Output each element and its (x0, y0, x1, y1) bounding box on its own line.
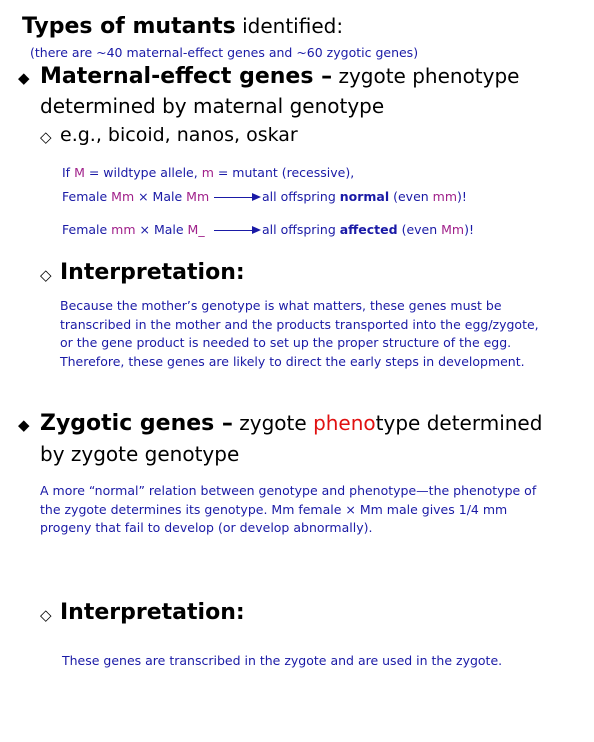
cross2-female: Female (62, 222, 112, 237)
maternal-interpretation-heading: Interpretation: (60, 260, 245, 285)
zygotic-line: the zygote determines its genotype. Mm female × Mm male gives 1/4 mm (40, 501, 508, 517)
page-subtitle: (there are ~40 maternal-effect genes and ~60 zygotic genes) (30, 45, 419, 60)
maternal-heading-bold: Maternal-effect genes – (40, 64, 333, 89)
def-text-3: = mutant (recessive), (213, 165, 355, 180)
cross1-female: Female (62, 189, 112, 204)
cross2-even: (even (397, 222, 442, 237)
cross1-emph: normal (339, 189, 390, 204)
cross1-end: )! (457, 189, 467, 204)
title-rest: identified: (235, 14, 344, 38)
zygotic-interpretation-heading: Interpretation: (60, 600, 245, 625)
cross1-genotype-offspring: mm (432, 189, 458, 204)
cross2-genotype-female: mm (111, 222, 136, 237)
cross2-left (62, 221, 205, 240)
interp-line: or the gene product is needed to set up the proper structure of the egg. (60, 335, 512, 350)
def-text-2: = wildtype allele, (84, 165, 202, 180)
cross2-result (262, 221, 474, 240)
def-text-1: If (62, 165, 75, 180)
cross1-genotype-male: Mm (186, 189, 210, 204)
diamond-icon: ◇ (40, 606, 52, 624)
zygotic-heading-bold: Zygotic genes – (40, 411, 233, 436)
maternal-heading (40, 64, 520, 89)
cross2-arrow (214, 230, 254, 231)
cross2-emph: affected (339, 222, 398, 237)
zygotic-heading-post: type determined (375, 411, 543, 435)
zygotic-heading-pre: zygote (232, 411, 314, 435)
allele-definition (62, 164, 354, 183)
cross1-even: (even (389, 189, 433, 204)
page-title (22, 14, 343, 39)
cross1-left (62, 188, 209, 207)
zygotic-heading (40, 411, 542, 436)
bullet-icon: ◆ (18, 69, 30, 87)
cross1-male: × Male (134, 189, 187, 204)
zygotic-heading-red: pheno (313, 411, 376, 435)
interp-line: Because the mother’s genotype is what matters, these genes must be (60, 298, 502, 313)
def-allele-m: m (201, 165, 214, 180)
zygotic-body (40, 482, 536, 538)
diamond-icon: ◇ (40, 266, 52, 284)
maternal-interpretation-text (60, 297, 539, 371)
interp-line: transcribed in the mother and the products transported into the egg/zygote, (60, 316, 539, 332)
bullet-icon: ◆ (18, 416, 30, 434)
diamond-icon: ◇ (40, 128, 52, 146)
cross2-end: )! (464, 222, 474, 237)
cross1-result (262, 188, 467, 207)
maternal-heading-rest: zygote phenotype (332, 64, 520, 88)
cross1-genotype-female: Mm (111, 189, 135, 204)
zygotic-line: progeny that fail to develop (or develop abnormally). (40, 520, 373, 535)
cross2-male: × Male (135, 222, 188, 237)
zygotic-heading-line2: by zygote genotype (40, 442, 240, 466)
maternal-examples: e.g., bicoid, nanos, oskar (60, 124, 298, 146)
cross1-arrow-head (252, 193, 261, 201)
title-bold: Types of mutants (22, 14, 236, 39)
cross2-genotype-male: M_ (187, 222, 205, 237)
cross2-genotype-offspring: Mm (441, 222, 465, 237)
cross1-arrow (214, 197, 254, 198)
maternal-heading-line2: determined by maternal genotype (40, 94, 385, 118)
cross2-arrow-head (252, 226, 261, 234)
zygotic-interpretation-text: These genes are transcribed in the zygote and are used in the zygote. (62, 653, 503, 668)
zygotic-line: A more “normal” relation between genotype and phenotype—the phenotype of (40, 483, 537, 498)
def-allele-M: M (74, 165, 85, 180)
cross2-result-text: all offspring (262, 222, 340, 237)
interp-line: Therefore, these genes are likely to direct the early steps in development. (60, 353, 525, 369)
cross1-result-text: all offspring (262, 189, 340, 204)
